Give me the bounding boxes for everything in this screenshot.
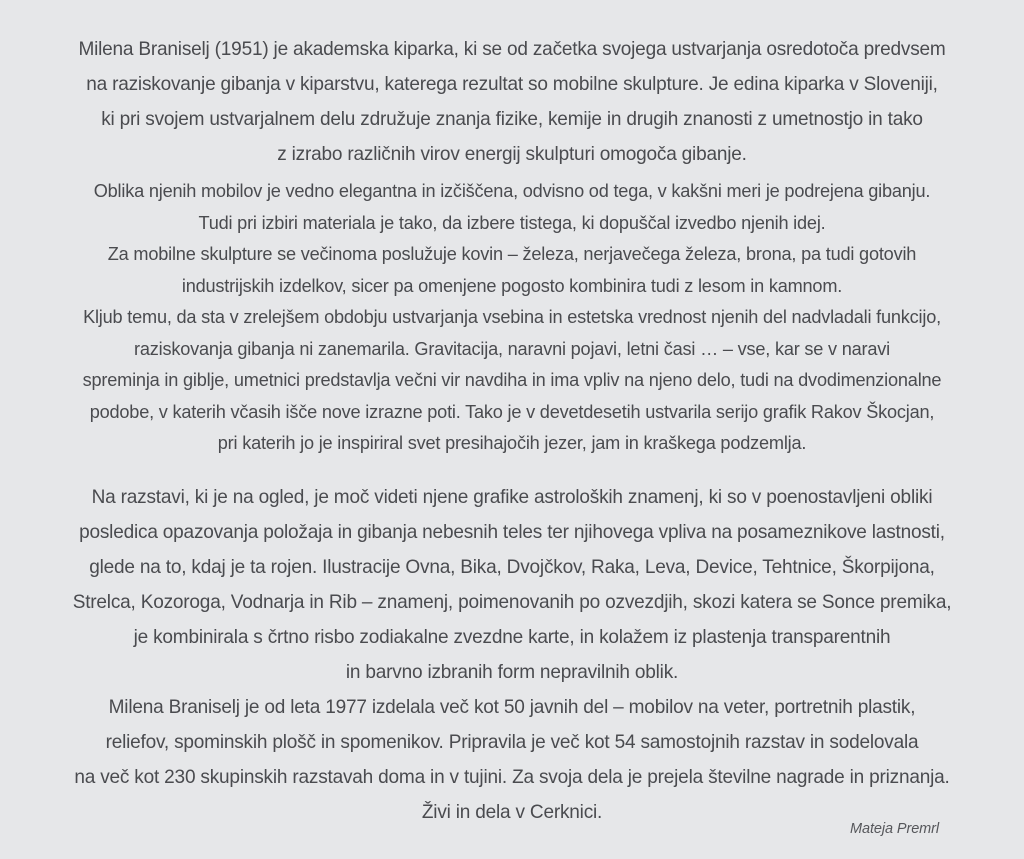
- text-line: na več kot 230 skupinskih razstavah doma in v tujini. Za svoja dela je prejela številne nagrade in priznanja.: [74, 767, 950, 788]
- text-line: Kljub temu, da sta v zrelejšem obdobju ustvarjanja vsebina in estetska vrednost njenih del nadvladali funkcijo,: [83, 307, 941, 327]
- text-line: posledica opazovanja položaja in gibanja nebesnih teles ter njihovega vpliva na posameznikove lastnosti,: [79, 522, 945, 543]
- text-line: reliefov, spominskih plošč in spomenikov. Pripravila je več kot 54 samostojnih razstav in sodelovala: [105, 732, 919, 753]
- text-line: Tudi pri izbiri materiala je tako, da izbere tistega, ki dopuščal izvedbo njenih idej.: [198, 212, 826, 233]
- text-line: podobe, v katerih včasih išče nove izrazne poti. Tako je v devetdesetih ustvarila serijo grafik Rakov Škocjan,: [89, 401, 935, 422]
- text-line: ki pri svojem ustvarjalnem delu združuje znanja fizike, kemije in drugih znanosti z umetnostjo in tako: [101, 109, 923, 130]
- text-line: pri katerih jo je inspiriral svet presihajočih jezer, jam in kraškega podzemlja.: [217, 433, 807, 453]
- paragraph-intro: [0, 32, 1024, 172]
- text-line: spreminja in giblje, umetnici predstavlja večni vir navdiha in ima vpliv na njeno delo, tudi na dvodimenzionalne: [82, 370, 942, 390]
- text-line: Oblika njenih mobilov je vedno elegantna in izčiščena, odvisno od tega, v kakšni meri je podrejena gibanju.: [93, 181, 931, 201]
- text-line: z izrabo različnih virov energij skulpturi omogoča gibanje.: [277, 144, 747, 165]
- text-line: na raziskovanje gibanja v kiparstvu, katerega rezultat so mobilne skulpture. Je edina kiparka v Sloveniji,: [86, 74, 938, 95]
- text-line: in barvno izbranih form nepravilnih oblik.: [345, 662, 679, 683]
- text-line: Milena Braniselj je od leta 1977 izdelala več kot 50 javnih del – mobilov na veter, portretnih plastik,: [108, 697, 916, 718]
- text-line: Milena Braniselj (1951) je akademska kiparka, ki se od začetka svojega ustvarjanja osredotoča predvsem: [78, 39, 946, 60]
- text-line: Na razstavi, ki je na ogled, je moč videti njene grafike astroloških znamenj, ki so v poenostavljeni obliki: [91, 487, 933, 508]
- text-line: glede na to, kdaj je ta rojen. Ilustracije Ovna, Bika, Dvojčkov, Raka, Leva, Device, Tehtnice, Škorpijona,: [89, 557, 935, 578]
- text-line: Strelca, Kozoroga, Vodnarja in Rib – znamenj, poimenovanih po ozvezdjih, skozi katera se Sonce premika,: [72, 592, 952, 613]
- text-line: industrijskih izdelkov, sicer pa omenjene pogosto kombinira tudi z lesom in kamnom.: [181, 275, 843, 296]
- paragraph-mobiles: [0, 176, 1024, 460]
- text-line: Živi in dela v Cerknici.: [421, 802, 603, 823]
- text-line: Za mobilne skulpture se večinoma poslužuje kovin – železa, nerjavečega železa, brona, pa tudi gotovih: [107, 244, 917, 264]
- text-line: je kombinirala s črtno risbo zodiakalne zvezdne karte, in kolažem iz plastenja transparentnih: [133, 627, 891, 648]
- author-signature: Mateja Premrl: [850, 821, 939, 837]
- paragraph-exhibition: [0, 480, 1024, 830]
- text-line: raziskovanja gibanja ni zanemarila. Gravitacija, naravni pojavi, letni časi … – vse, kar se v naravi: [133, 338, 891, 359]
